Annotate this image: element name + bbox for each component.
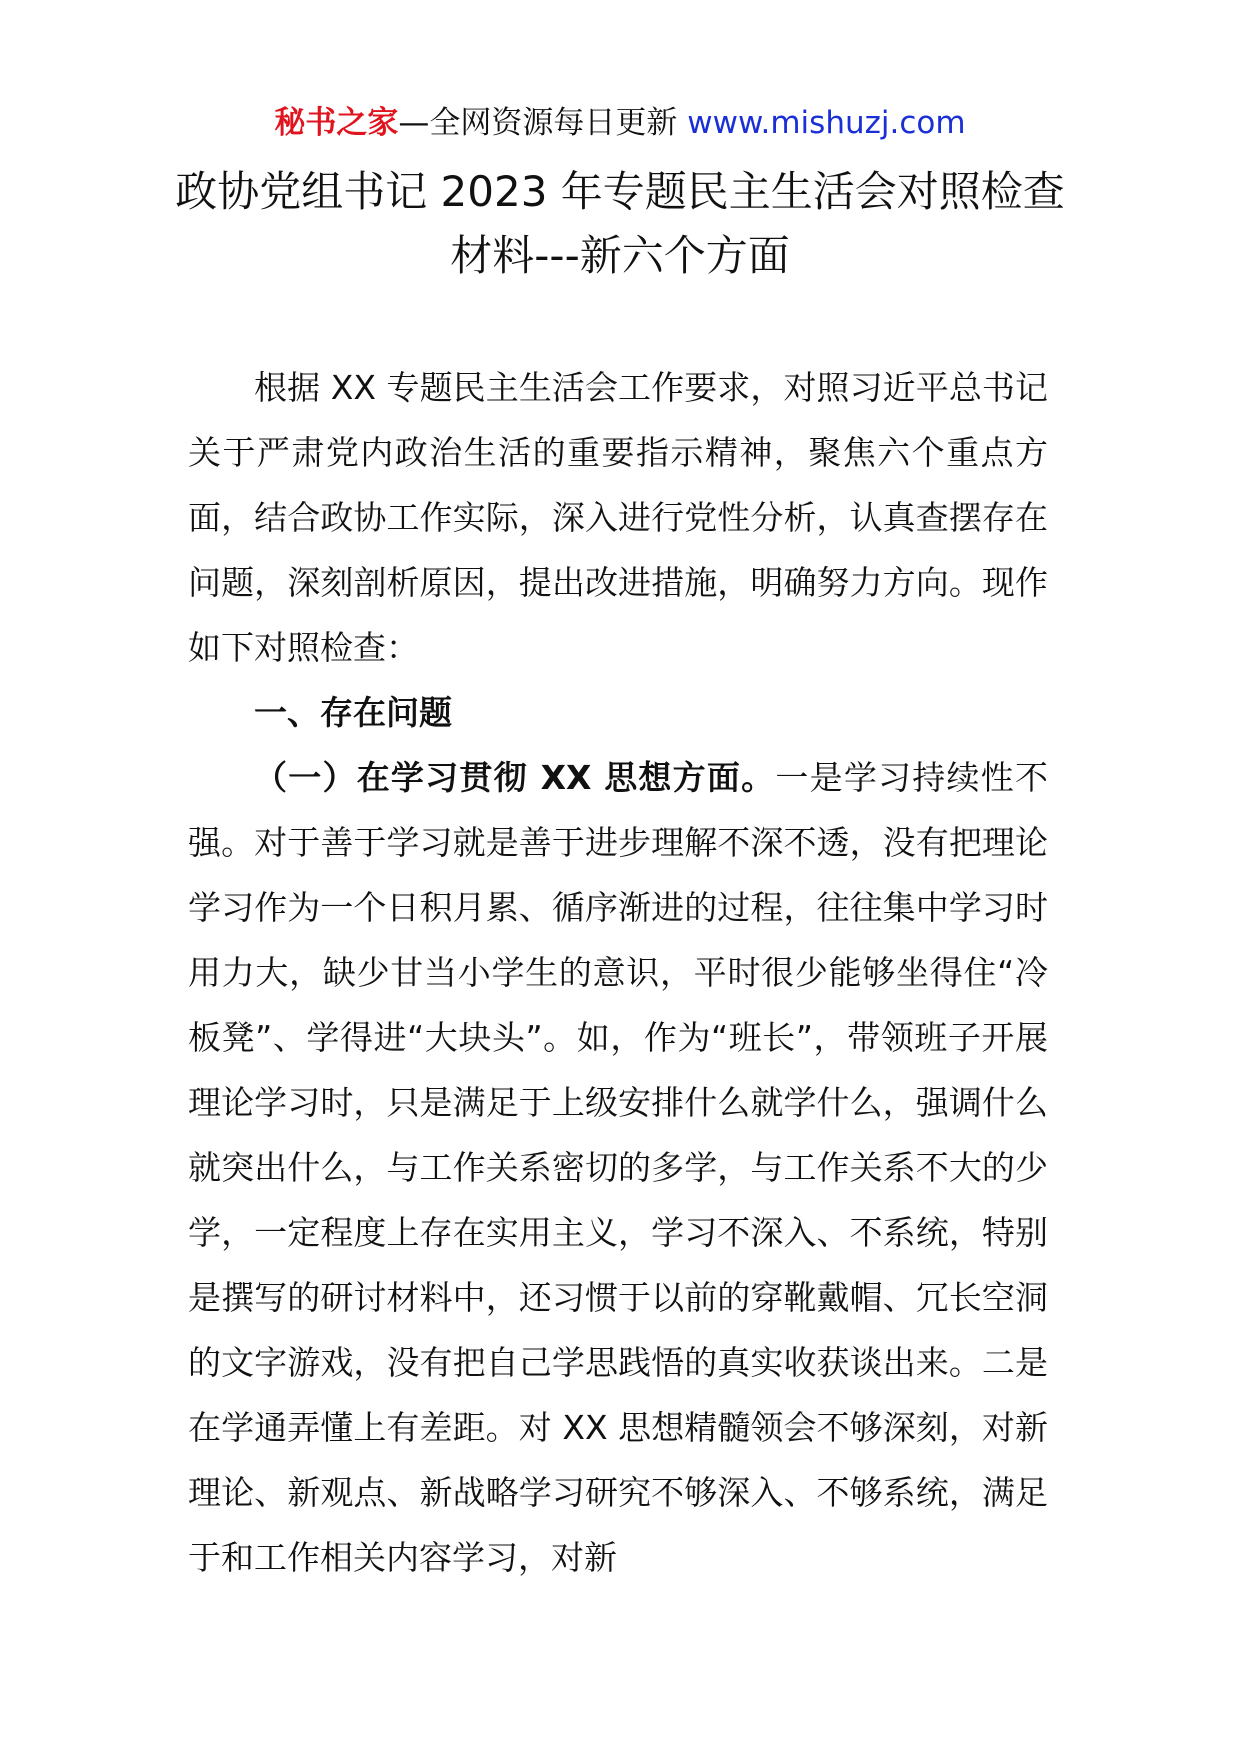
subsection-text: 一是学习持续性不强。对于善于学习就是善于进步理解不深不透，没有把理论学习作为一个日积月累、循序渐进的过程，往往集中学习时用力大，缺少甘当小学生的意识，平时很少能够坐得住“冷板凳”、学得进“大块头”。如，作为“班长”，带领班子开展理论学习时，只是满足于上级安排什么就学什么，强调什么就突出什么，与工作关系密切的多学，与工作关系不大的少学，一定程度上存在实用主义，学习不深入、不系统，特别是撰写的研讨材料中，还习惯于以前的穿靴戴帽、冗长空洞的文字游戏，没有把自己学思践悟的真实收获谈出来。二是在学通弄懂上有差距。对 XX 思想精髓领会不够深刻，对新理论、新观点、新战略学习研究不够深入、不够系统，满足于和工作相关内容学习，对新 (188, 758, 1048, 1577)
brand-name: 秘书之家 (274, 105, 399, 141)
header-tagline: —全网资源每日更新 (398, 105, 688, 141)
subsection-heading: （一）在学习贯彻 XX 思想方面。 (254, 758, 776, 797)
site-url-link[interactable]: www.mishuzj.com (687, 105, 966, 141)
title-line-2: 材料---新六个方面 (450, 231, 790, 280)
section-heading: 一、存在问题 (254, 693, 452, 732)
header-banner (0, 100, 1240, 146)
title-line-1: 政协党组书记 2023 年专题民主生活会对照检查 (175, 167, 1065, 216)
subsection-paragraph (188, 745, 1048, 1590)
document-title (150, 160, 1090, 288)
intro-paragraph: 根据 XX 专题民主生活会工作要求，对照习近平总书记关于严肃党内政治生活的重要指示精神，聚焦六个重点方面，结合政协工作实际，深入进行党性分析，认真查摆存在问题，深刻剖析原因，提出改进措施，明确努力方向。现作如下对照检查： (188, 368, 1048, 667)
document-body (188, 355, 1048, 1590)
